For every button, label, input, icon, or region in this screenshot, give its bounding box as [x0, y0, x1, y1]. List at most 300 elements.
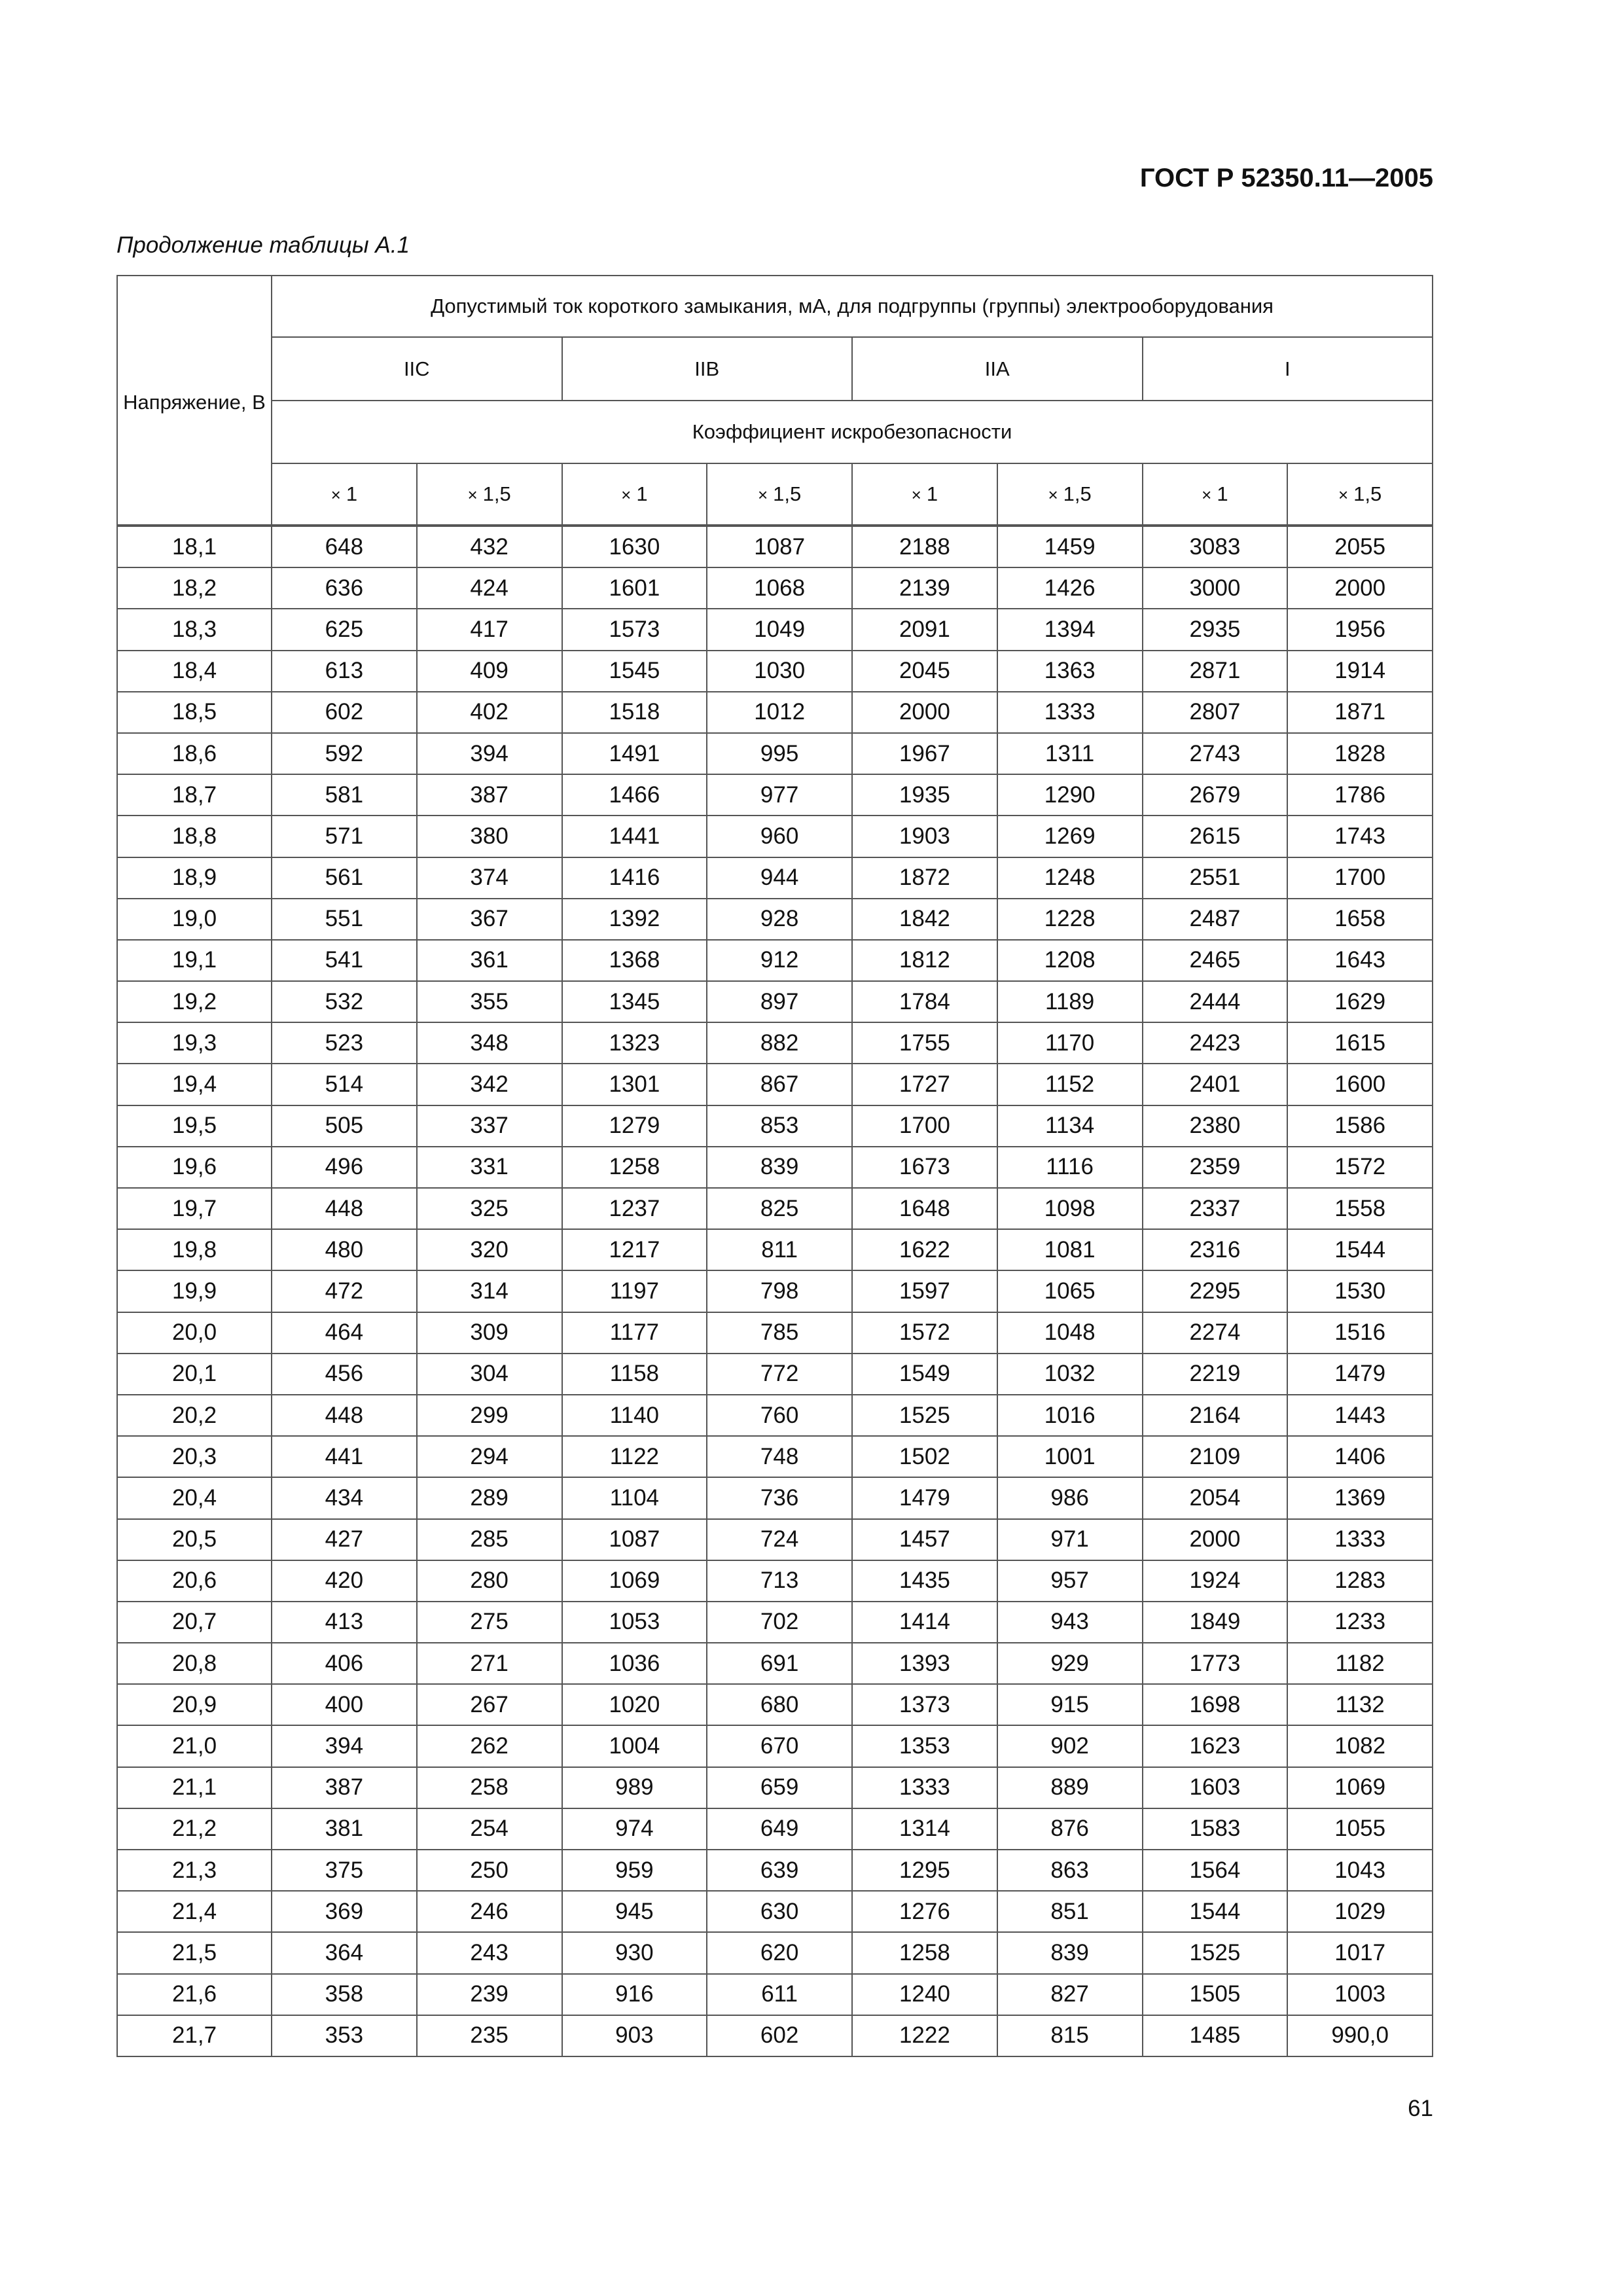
- current-cell: 1924: [1143, 1560, 1288, 1602]
- voltage-cell: 18,2: [117, 567, 272, 609]
- current-cell: 876: [997, 1808, 1143, 1850]
- current-cell: 1053: [562, 1602, 707, 1643]
- current-cell: 957: [997, 1560, 1143, 1602]
- current-cell: 1069: [1287, 1767, 1433, 1808]
- table-row: [117, 1147, 1433, 1188]
- current-cell: 1525: [1143, 1932, 1288, 1973]
- coefficient-value: 1: [346, 482, 358, 505]
- current-cell: 2316: [1143, 1229, 1288, 1270]
- current-cell: 434: [272, 1477, 417, 1518]
- current-cell: 1158: [562, 1354, 707, 1395]
- current-cell: 1036: [562, 1643, 707, 1684]
- current-cell: 1615: [1287, 1022, 1433, 1064]
- current-cell: 1773: [1143, 1643, 1288, 1684]
- coefficient-cell: [852, 463, 997, 525]
- current-cell: 2679: [1143, 774, 1288, 816]
- table-row: [117, 1891, 1433, 1932]
- current-cell: 1643: [1287, 940, 1433, 981]
- current-cell: 611: [707, 1974, 852, 2015]
- current-cell: 1549: [852, 1354, 997, 1395]
- current-cell: 670: [707, 1725, 852, 1767]
- current-cell: 2871: [1143, 651, 1288, 692]
- current-cell: 912: [707, 940, 852, 981]
- table-row: [117, 1850, 1433, 1891]
- current-cell: 480: [272, 1229, 417, 1270]
- current-cell: 1564: [1143, 1850, 1288, 1891]
- current-cell: 374: [417, 857, 562, 899]
- current-cell: 1333: [852, 1767, 997, 1808]
- current-cell: 331: [417, 1147, 562, 1188]
- current-cell: 2401: [1143, 1064, 1288, 1105]
- current-cell: 2380: [1143, 1105, 1288, 1147]
- current-cell: 748: [707, 1436, 852, 1477]
- current-cell: 798: [707, 1270, 852, 1312]
- current-cell: 713: [707, 1560, 852, 1602]
- current-cell: 1673: [852, 1147, 997, 1188]
- current-cell: 691: [707, 1643, 852, 1684]
- current-cell: 2465: [1143, 940, 1288, 981]
- voltage-cell: 20,6: [117, 1560, 272, 1602]
- current-cell: 1603: [1143, 1767, 1288, 1808]
- multiply-symbol: ×: [330, 485, 341, 505]
- current-cell: 2091: [852, 609, 997, 650]
- current-cell: 929: [997, 1643, 1143, 1684]
- multiply-symbol: ×: [911, 485, 921, 505]
- current-cell: 472: [272, 1270, 417, 1312]
- current-cell: 235: [417, 2015, 562, 2056]
- current-cell: 990,0: [1287, 2015, 1433, 2056]
- current-cell: 1283: [1287, 1560, 1433, 1602]
- coefficient-value: 1: [636, 482, 648, 505]
- current-cell: 1530: [1287, 1270, 1433, 1312]
- table-body: [117, 526, 1433, 2056]
- voltage-cell: 20,3: [117, 1436, 272, 1477]
- current-cell: 2055: [1287, 526, 1433, 567]
- current-cell: 1104: [562, 1477, 707, 1518]
- current-cell: 2139: [852, 567, 997, 609]
- current-cell: 1152: [997, 1064, 1143, 1105]
- current-cell: 2807: [1143, 692, 1288, 733]
- table-row: [117, 1354, 1433, 1395]
- current-cell: 1416: [562, 857, 707, 899]
- current-cell: 1333: [997, 692, 1143, 733]
- current-cell: 1049: [707, 609, 852, 650]
- voltage-cell: 20,4: [117, 1477, 272, 1518]
- coefficient-cell: [272, 463, 417, 525]
- current-cell: 551: [272, 899, 417, 940]
- table-header: [117, 276, 1433, 525]
- current-cell: 1623: [1143, 1725, 1288, 1767]
- current-cell: 250: [417, 1850, 562, 1891]
- current-cell: 1248: [997, 857, 1143, 899]
- current-cell: 960: [707, 816, 852, 857]
- current-cell: 280: [417, 1560, 562, 1602]
- multiply-symbol: ×: [467, 485, 478, 505]
- current-cell: 441: [272, 1436, 417, 1477]
- current-cell: 1029: [1287, 1891, 1433, 1932]
- coefficient-cell: [707, 463, 852, 525]
- current-cell: 400: [272, 1684, 417, 1725]
- current-cell: 1842: [852, 899, 997, 940]
- coefficient-cell: [562, 463, 707, 525]
- current-cell: 1043: [1287, 1850, 1433, 1891]
- current-cell: 1406: [1287, 1436, 1433, 1477]
- table-row: [117, 1519, 1433, 1560]
- current-cell: 1426: [997, 567, 1143, 609]
- voltage-cell: 21,4: [117, 1891, 272, 1932]
- table-row: [117, 1643, 1433, 1684]
- current-cell: 1435: [852, 1560, 997, 1602]
- current-cell: 903: [562, 2015, 707, 2056]
- multiply-symbol: ×: [1048, 485, 1058, 505]
- current-cell: 532: [272, 981, 417, 1022]
- current-cell: 1727: [852, 1064, 997, 1105]
- current-cell: 839: [707, 1147, 852, 1188]
- current-cell: 1491: [562, 733, 707, 774]
- current-cell: 320: [417, 1229, 562, 1270]
- current-cell: 1032: [997, 1354, 1143, 1395]
- current-cell: 1601: [562, 567, 707, 609]
- table-row: [117, 1560, 1433, 1602]
- table-row: [117, 1436, 1433, 1477]
- current-cell: 394: [417, 733, 562, 774]
- current-cell: 1098: [997, 1188, 1143, 1229]
- current-cell: 1784: [852, 981, 997, 1022]
- current-cell: 1586: [1287, 1105, 1433, 1147]
- current-cell: 314: [417, 1270, 562, 1312]
- current-cell: 760: [707, 1395, 852, 1436]
- current-cell: 944: [707, 857, 852, 899]
- current-cell: 2295: [1143, 1270, 1288, 1312]
- current-cell: 639: [707, 1850, 852, 1891]
- current-cell: 1240: [852, 1974, 997, 2015]
- current-cell: 3083: [1143, 526, 1288, 567]
- current-cell: 289: [417, 1477, 562, 1518]
- current-cell: 1290: [997, 774, 1143, 816]
- current-cell: 1743: [1287, 816, 1433, 857]
- voltage-cell: 20,0: [117, 1312, 272, 1354]
- current-cell: 2359: [1143, 1147, 1288, 1188]
- current-cell: 986: [997, 1477, 1143, 1518]
- current-cell: 406: [272, 1643, 417, 1684]
- current-cell: 1182: [1287, 1643, 1433, 1684]
- table-row: [117, 1022, 1433, 1064]
- current-cell: 602: [707, 2015, 852, 2056]
- current-cell: 1828: [1287, 733, 1433, 774]
- current-cell: 1700: [1287, 857, 1433, 899]
- current-cell: 1459: [997, 526, 1143, 567]
- current-cell: 1518: [562, 692, 707, 733]
- table-row: [117, 526, 1433, 567]
- table-row: [117, 940, 1433, 981]
- current-cell: 1134: [997, 1105, 1143, 1147]
- voltage-header: Напряжение, В: [117, 276, 272, 525]
- current-cell: 309: [417, 1312, 562, 1354]
- current-cell: 1479: [1287, 1354, 1433, 1395]
- voltage-cell: 19,5: [117, 1105, 272, 1147]
- current-cell: 1323: [562, 1022, 707, 1064]
- current-cell: 581: [272, 774, 417, 816]
- current-cell: 1545: [562, 651, 707, 692]
- current-cell: 613: [272, 651, 417, 692]
- table-row: [117, 692, 1433, 733]
- current-cell: 1812: [852, 940, 997, 981]
- current-header: Допустимый ток короткого замыкания, мА, для подгруппы (группы) электрооборудования: [272, 276, 1433, 337]
- current-cell: 1087: [562, 1519, 707, 1560]
- current-cell: 827: [997, 1974, 1143, 2015]
- current-cell: 2274: [1143, 1312, 1288, 1354]
- current-cell: 1525: [852, 1395, 997, 1436]
- current-cell: 1222: [852, 2015, 997, 2056]
- multiply-symbol: ×: [1338, 485, 1349, 505]
- coefficient-cell: [997, 463, 1143, 525]
- voltage-cell: 19,1: [117, 940, 272, 981]
- multiply-symbol: ×: [621, 485, 632, 505]
- current-cell: 916: [562, 1974, 707, 2015]
- current-cell: 1314: [852, 1808, 997, 1850]
- current-cell: 1258: [852, 1932, 997, 1973]
- current-cell: 369: [272, 1891, 417, 1932]
- current-cell: 1935: [852, 774, 997, 816]
- current-cell: 1116: [997, 1147, 1143, 1188]
- table-row: [117, 651, 1433, 692]
- current-cell: 1373: [852, 1684, 997, 1725]
- current-cell: 3000: [1143, 567, 1288, 609]
- current-cell: 680: [707, 1684, 852, 1725]
- current-cell: 1017: [1287, 1932, 1433, 1973]
- current-cell: 1001: [997, 1436, 1143, 1477]
- coefficient-cell: [1287, 463, 1433, 525]
- current-cell: 825: [707, 1188, 852, 1229]
- current-cell: 1544: [1143, 1891, 1288, 1932]
- current-cell: 1558: [1287, 1188, 1433, 1229]
- voltage-cell: 20,7: [117, 1602, 272, 1643]
- current-cell: 262: [417, 1725, 562, 1767]
- current-cell: 1414: [852, 1602, 997, 1643]
- current-cell: 2935: [1143, 609, 1288, 650]
- current-cell: 1393: [852, 1643, 997, 1684]
- current-cell: 2000: [1287, 567, 1433, 609]
- current-cell: 1016: [997, 1395, 1143, 1436]
- table-row: [117, 1602, 1433, 1643]
- current-cell: 839: [997, 1932, 1143, 1973]
- voltage-cell: 20,5: [117, 1519, 272, 1560]
- current-cell: 1392: [562, 899, 707, 940]
- voltage-cell: 21,6: [117, 1974, 272, 2015]
- voltage-cell: 19,9: [117, 1270, 272, 1312]
- voltage-cell: 20,9: [117, 1684, 272, 1725]
- current-cell: 2743: [1143, 733, 1288, 774]
- current-cell: 882: [707, 1022, 852, 1064]
- voltage-cell: 20,2: [117, 1395, 272, 1436]
- current-cell: 380: [417, 816, 562, 857]
- table-row: [117, 857, 1433, 899]
- current-cell: 1170: [997, 1022, 1143, 1064]
- current-cell: 358: [272, 1974, 417, 2015]
- current-cell: 785: [707, 1312, 852, 1354]
- current-cell: 496: [272, 1147, 417, 1188]
- voltage-cell: 20,8: [117, 1643, 272, 1684]
- current-cell: 1189: [997, 981, 1143, 1022]
- current-cell: 417: [417, 609, 562, 650]
- current-cell: 394: [272, 1725, 417, 1767]
- voltage-cell: 20,1: [117, 1354, 272, 1395]
- coefficient-cell: [1143, 463, 1288, 525]
- current-cell: 571: [272, 816, 417, 857]
- current-cell: 1311: [997, 733, 1143, 774]
- current-cell: 1237: [562, 1188, 707, 1229]
- current-cell: 348: [417, 1022, 562, 1064]
- current-cell: 402: [417, 692, 562, 733]
- voltage-cell: 18,7: [117, 774, 272, 816]
- coefficient-value: 1,5: [773, 482, 802, 505]
- current-cell: 1132: [1287, 1684, 1433, 1725]
- current-cell: 353: [272, 2015, 417, 2056]
- current-cell: 337: [417, 1105, 562, 1147]
- current-cell: 1914: [1287, 651, 1433, 692]
- voltage-cell: 19,0: [117, 899, 272, 940]
- current-cell: 1698: [1143, 1684, 1288, 1725]
- multiply-symbol: ×: [1202, 485, 1212, 505]
- current-cell: 1502: [852, 1436, 997, 1477]
- current-cell: 1700: [852, 1105, 997, 1147]
- current-cell: 915: [997, 1684, 1143, 1725]
- current-cell: 1301: [562, 1064, 707, 1105]
- voltage-cell: 18,8: [117, 816, 272, 857]
- current-cell: 1903: [852, 816, 997, 857]
- table-row: [117, 733, 1433, 774]
- current-cell: 930: [562, 1932, 707, 1973]
- current-cell: 1394: [997, 609, 1143, 650]
- table-row: [117, 981, 1433, 1022]
- current-cell: 285: [417, 1519, 562, 1560]
- current-cell: 625: [272, 609, 417, 650]
- current-cell: 1055: [1287, 1808, 1433, 1850]
- page-number: 61: [1408, 2096, 1433, 2121]
- current-cell: 1479: [852, 1477, 997, 1518]
- current-cell: 1122: [562, 1436, 707, 1477]
- voltage-cell: 18,6: [117, 733, 272, 774]
- table-row: [117, 1270, 1433, 1312]
- current-cell: 1505: [1143, 1974, 1288, 2015]
- current-cell: 420: [272, 1560, 417, 1602]
- current-cell: 815: [997, 2015, 1143, 2056]
- voltage-cell: 21,1: [117, 1767, 272, 1808]
- current-cell: 1597: [852, 1270, 997, 1312]
- current-cell: 375: [272, 1850, 417, 1891]
- current-cell: 649: [707, 1808, 852, 1850]
- current-cell: 971: [997, 1519, 1143, 1560]
- coefficient-value: 1: [1217, 482, 1228, 505]
- current-cell: 1345: [562, 981, 707, 1022]
- current-cell: 424: [417, 567, 562, 609]
- current-cell: 464: [272, 1312, 417, 1354]
- table-row: [117, 1312, 1433, 1354]
- current-cell: 1544: [1287, 1229, 1433, 1270]
- current-cell: 342: [417, 1064, 562, 1105]
- current-cell: 1279: [562, 1105, 707, 1147]
- current-cell: 2423: [1143, 1022, 1288, 1064]
- current-cell: 267: [417, 1684, 562, 1725]
- coefficient-cell: [417, 463, 562, 525]
- voltage-cell: 19,2: [117, 981, 272, 1022]
- current-cell: 2444: [1143, 981, 1288, 1022]
- current-cell: 995: [707, 733, 852, 774]
- current-cell: 258: [417, 1767, 562, 1808]
- group-header: IIA: [852, 337, 1143, 401]
- current-cell: 897: [707, 981, 852, 1022]
- current-cell: 1485: [1143, 2015, 1288, 2056]
- current-cell: 243: [417, 1932, 562, 1973]
- current-cell: 1516: [1287, 1312, 1433, 1354]
- table-row: [117, 1105, 1433, 1147]
- current-cell: 1457: [852, 1519, 997, 1560]
- table-caption: Продолжение таблицы А.1: [116, 232, 410, 258]
- current-cell: 1956: [1287, 609, 1433, 650]
- current-cell: 1630: [562, 526, 707, 567]
- current-cell: 387: [417, 774, 562, 816]
- current-cell: 863: [997, 1850, 1143, 1891]
- current-cell: 1333: [1287, 1519, 1433, 1560]
- current-cell: 2000: [852, 692, 997, 733]
- group-header: I: [1143, 337, 1433, 401]
- coefficient-row: [117, 463, 1433, 525]
- current-cell: 1466: [562, 774, 707, 816]
- coefficient-value: 1: [926, 482, 938, 505]
- multiply-symbol: ×: [757, 485, 768, 505]
- current-cell: 355: [417, 981, 562, 1022]
- table-row: [117, 1229, 1433, 1270]
- current-cell: 1177: [562, 1312, 707, 1354]
- table-row: [117, 899, 1433, 940]
- current-cell: 1012: [707, 692, 852, 733]
- current-cell: 367: [417, 899, 562, 940]
- table-row: [117, 1974, 1433, 2015]
- coefficient-value: 1,5: [1353, 482, 1382, 505]
- voltage-cell: 18,1: [117, 526, 272, 567]
- current-cell: 2164: [1143, 1395, 1288, 1436]
- current-cell: 275: [417, 1602, 562, 1643]
- current-cell: 1369: [1287, 1477, 1433, 1518]
- current-cell: 1443: [1287, 1395, 1433, 1436]
- voltage-cell: 19,7: [117, 1188, 272, 1229]
- table-row: [117, 567, 1433, 609]
- current-cell: 2219: [1143, 1354, 1288, 1395]
- current-cell: 523: [272, 1022, 417, 1064]
- current-cell: 702: [707, 1602, 852, 1643]
- voltage-cell: 21,5: [117, 1932, 272, 1973]
- current-cell: 1081: [997, 1229, 1143, 1270]
- current-cell: 246: [417, 1891, 562, 1932]
- current-cell: 945: [562, 1891, 707, 1932]
- current-cell: 505: [272, 1105, 417, 1147]
- current-cell: 974: [562, 1808, 707, 1850]
- current-cell: 2000: [1143, 1519, 1288, 1560]
- current-cell: 299: [417, 1395, 562, 1436]
- current-cell: 1872: [852, 857, 997, 899]
- current-cell: 1004: [562, 1725, 707, 1767]
- coefficient-value: 1,5: [482, 482, 511, 505]
- current-cell: 851: [997, 1891, 1143, 1932]
- current-cell: 943: [997, 1602, 1143, 1643]
- group-header: IIC: [272, 337, 562, 401]
- current-cell: 294: [417, 1436, 562, 1477]
- current-cell: 1786: [1287, 774, 1433, 816]
- current-cell: 1755: [852, 1022, 997, 1064]
- current-cell: 1087: [707, 526, 852, 567]
- table-row: [117, 816, 1433, 857]
- current-cell: 1228: [997, 899, 1143, 940]
